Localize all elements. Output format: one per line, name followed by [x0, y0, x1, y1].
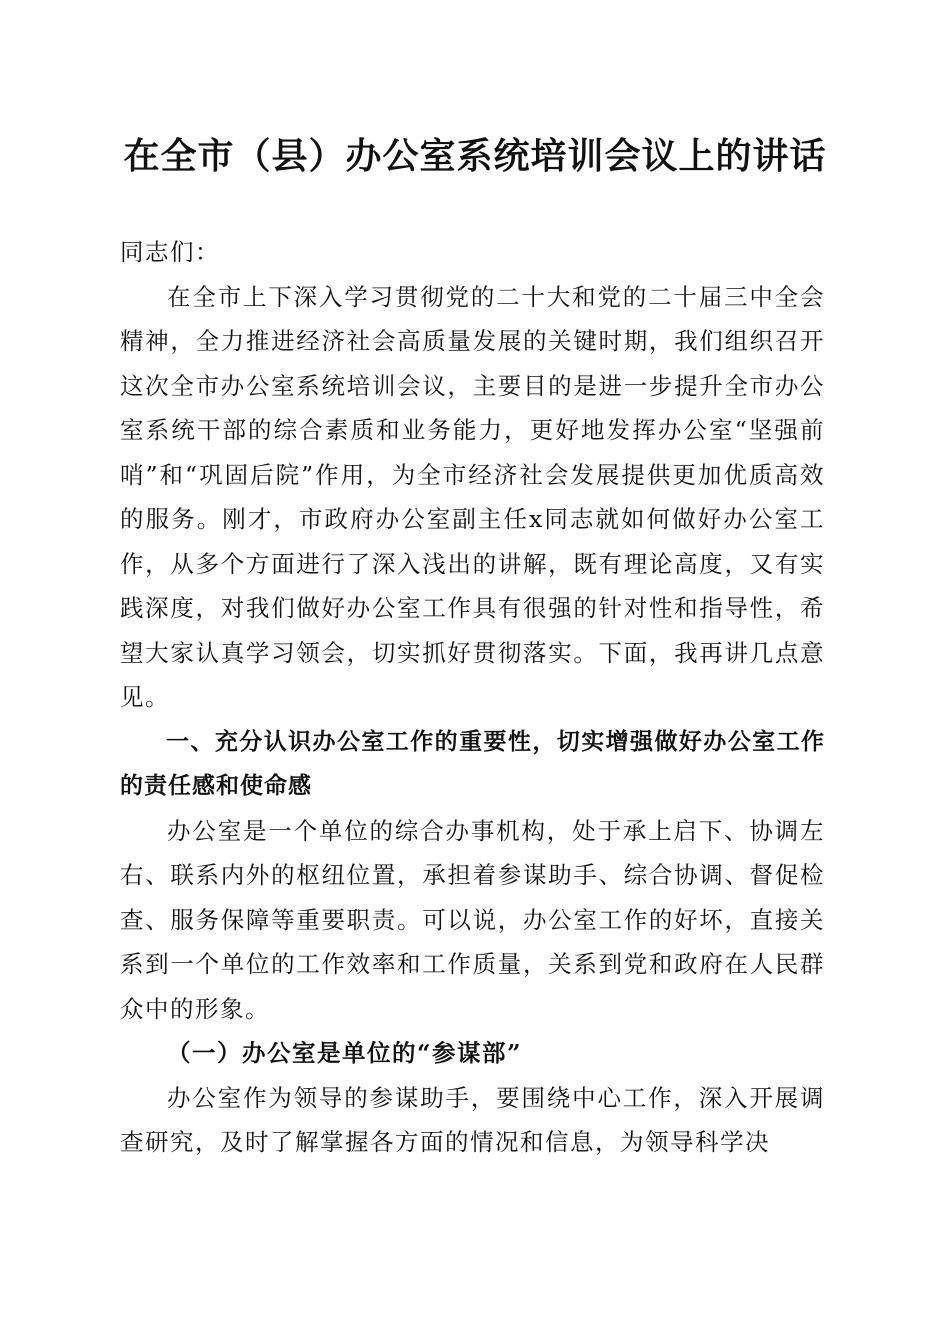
intro-paragraph: 在全市上下深入学习贯彻党的二十大和党的二十届三中全会精神，全力推进经济社会高质量发展的关键时期，我们组织召开这次全市办公室系统培训会议，主要目的是进一步提升全市办公室系统干部的综合素质和业务能力，更好地发挥办公室“坚强前哨”和“巩固后院”作用，为全市经济社会发展提供更加优质高效的服务。刚才，市政府办公室副主任x同志就如何做好办公室工作，从多个方面进行了深入浅出的讲解，既有理论高度，又有实践深度，对我们做好办公室工作具有很强的针对性和指导性，希望大家认真学习领会，切实抓好贯彻落实。下面，我再讲几点意见。 [120, 282, 825, 711]
section-1-paragraph: 办公室是一个单位的综合办事机构，处于承上启下、协调左右、联系内外的枢纽位置，承担着参谋助手、综合协调、督促检查、服务保障等重要职责。可以说，办公室工作的好坏，直接关系到一个单位的工作效率和工作质量，关系到党和政府在人民群众中的形象。 [120, 816, 825, 1023]
subsection-1-paragraph: 办公室作为领导的参谋助手，要围绕中心工作，深入开展调查研究，及时了解掌握各方面的情况和信息，为领导科学决 [120, 1083, 825, 1156]
document-title: 在全市（县）办公室系统培训会议上的讲话 [123, 136, 827, 177]
document-body [120, 230, 825, 1165]
salutation: 同志们： [120, 238, 220, 266]
section-heading-1: 一、充分认识办公室工作的重要性，切实增强做好办公室工作的责任感和使命感 [120, 728, 825, 799]
subsection-heading-1: （一）办公室是单位的“参谋部” [167, 1039, 523, 1067]
